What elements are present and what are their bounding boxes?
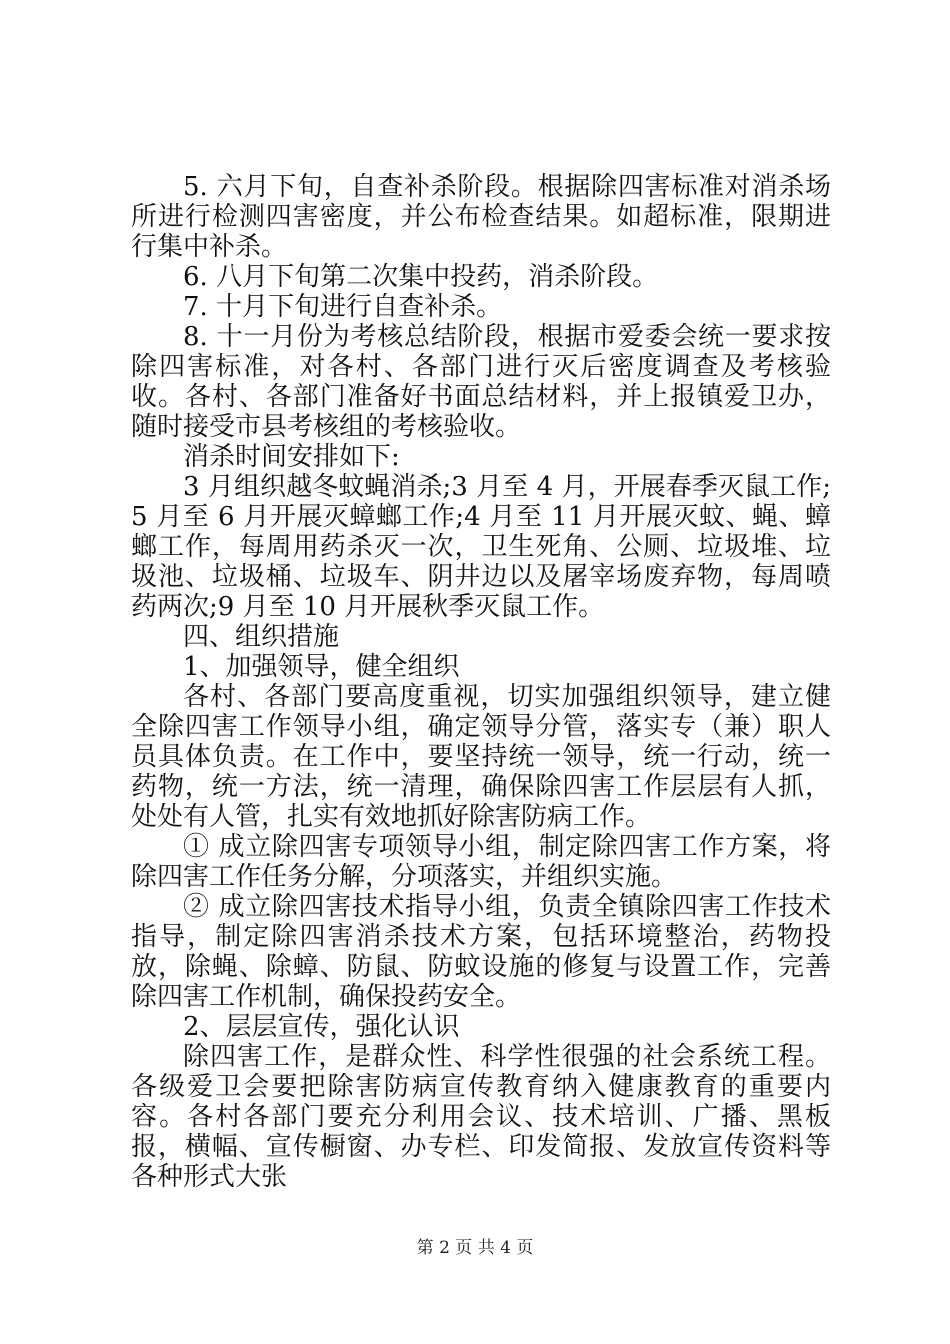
paragraph-item-7-self-check: 7. 十月下旬进行自查补杀。	[183, 292, 503, 322]
document-body	[131, 172, 831, 1192]
paragraph-leadership-body: 各村、各部门要高度重视，切实加强组织领导，建立健全除四害工作领导小组，确定领导分管，落实专（兼）职人员具体负责。在工作中，要坚持统一领导，统一行动，统一药物，统一方法，统一清理，确保除四害工作层层有人抓，处处有人管，扎实有效地抓好除害防病工作。	[131, 682, 831, 832]
paragraph-publicity-body: 除四害工作，是群众性、科学性很强的社会系统工程。各级爱卫会要把除害防病宣传教育纳入健康教育的重要内容。各村各部门要充分利用会议、技术培训、广播、黑板报，横幅、宣传橱窗、办专栏、印发简报、发放宣传资料等各种形式大张	[131, 1042, 831, 1192]
paragraph-schedule-details: 3 月组织越冬蚊蝇消杀;3 月至 4 月，开展春季灭鼠工作;5 月至 6 月开展灭蟑螂工作;4 月至 11 月开展灭蚊、蝇、蟑螂工作，每周用药杀灭一次，卫生死角、公厕、垃圾堆、垃圾池、垃圾桶、垃圾车、阴井边以及屠宰场废弃物，每周喷药两次;9 月至 10 月开展秋季灭鼠工作。	[131, 472, 831, 622]
section-heading-organization: 四、组织措施	[183, 622, 340, 652]
paragraph-schedule-intro: 消杀时间安排如下:	[183, 442, 400, 472]
paragraph-leading-group: ① 成立除四害专项领导小组，制定除四害工作方案，将除四害工作任务分解，分项落实，并组织实施。	[131, 832, 831, 892]
paragraph-item-8-assessment: 8. 十一月份为考核总结阶段，根据市爱委会统一要求按除四害标准，对各村、各部门进行灭后密度调查及考核验收。各村、各部门准备好书面总结材料，并上报镇爱卫办，随时接受市县考核组的考核验收。	[131, 322, 831, 442]
subsection-heading-publicity: 2、层层宣传，强化认识	[183, 1012, 460, 1042]
subsection-heading-leadership: 1、加强领导，健全组织	[183, 652, 460, 682]
paragraph-item-6-second-spray: 6. 八月下旬第二次集中投药，消杀阶段。	[183, 262, 659, 292]
page-footer	[0, 1237, 950, 1259]
paragraph-technical-group: ② 成立除四害技术指导小组，负责全镇除四害工作技术指导，制定除四害消杀技术方案，包括环境整治，药物投放，除蝇、除蟑、防鼠、防蚊设施的修复与设置工作，完善除四害工作机制，确保投药安全。	[131, 892, 831, 1012]
page-number: 第 2 页 共 4 页	[416, 1238, 534, 1258]
paragraph-item-5-recheck: 5. 六月下旬，自查补杀阶段。根据除四害标准对消杀场所进行检测四害密度，并公布检查结果。如超标准，限期进行集中补杀。	[131, 172, 831, 262]
